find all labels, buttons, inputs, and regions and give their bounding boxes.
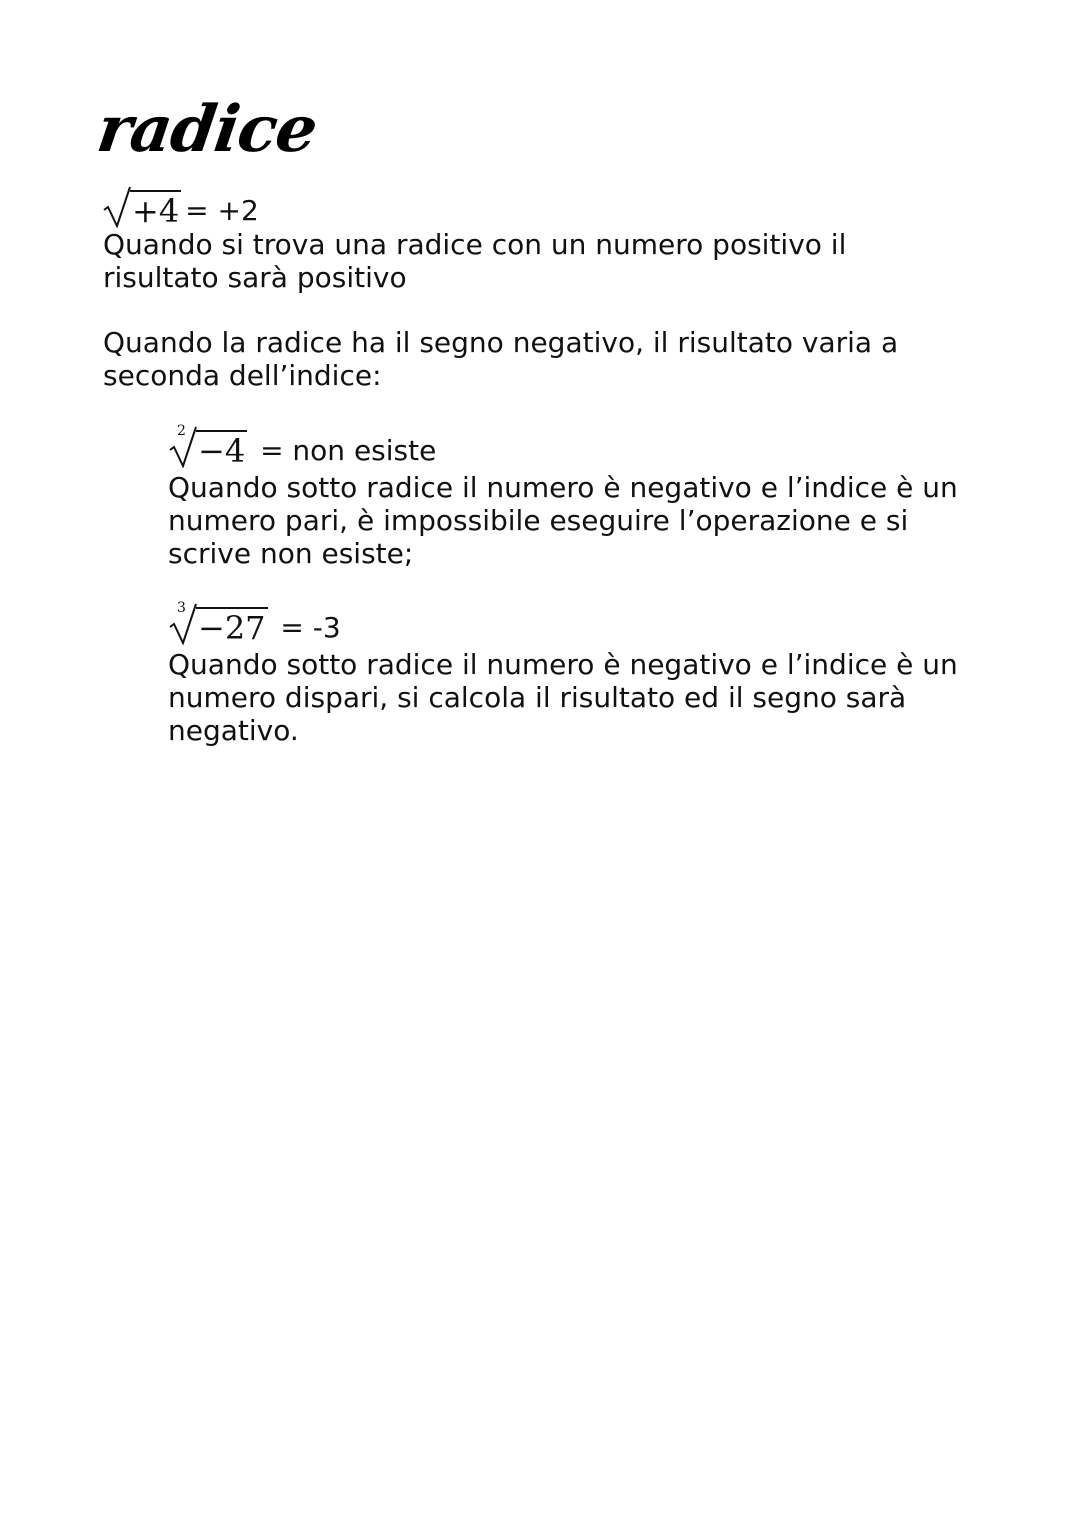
radical-sign — [102, 184, 181, 228]
formula-even-root — [168, 424, 436, 468]
radicand: −27 — [198, 609, 266, 647]
radicand: −4 — [198, 432, 246, 470]
paragraph-odd-index — [168, 648, 978, 747]
paragraph-even-index — [168, 471, 978, 570]
formula-result: = non esiste — [251, 434, 437, 467]
paragraph-negative — [103, 326, 943, 392]
paragraph-text: Quando si trova una radice con un numero positivo il risultato sarà positivo — [103, 228, 847, 294]
formula-result: = +2 — [185, 194, 259, 227]
radical-sign — [168, 424, 247, 468]
root-index: 2 — [177, 423, 186, 439]
root-index: 3 — [177, 600, 186, 616]
paragraph-text: Quando sotto radice il numero è negativo e l’indice è un numero pari, è impossibile eseguire l’operazione e si scrive non esiste; — [168, 471, 958, 570]
paragraph-text: Quando la radice ha il segno negativo, il risultato varia a seconda dell’indice: — [103, 326, 899, 392]
radicand: +4 — [132, 192, 180, 230]
formula-odd-root — [168, 601, 341, 645]
radical-sign — [168, 601, 268, 645]
page-title: radice — [92, 92, 322, 167]
formula-sqrt-plus-four — [102, 184, 259, 228]
paragraph-positive — [103, 228, 923, 294]
paragraph-text: Quando sotto radice il numero è negativo e l’indice è un numero dispari, si calcola il risultato ed il segno sarà negativo. — [168, 648, 958, 747]
formula-result: = -3 — [271, 611, 341, 644]
